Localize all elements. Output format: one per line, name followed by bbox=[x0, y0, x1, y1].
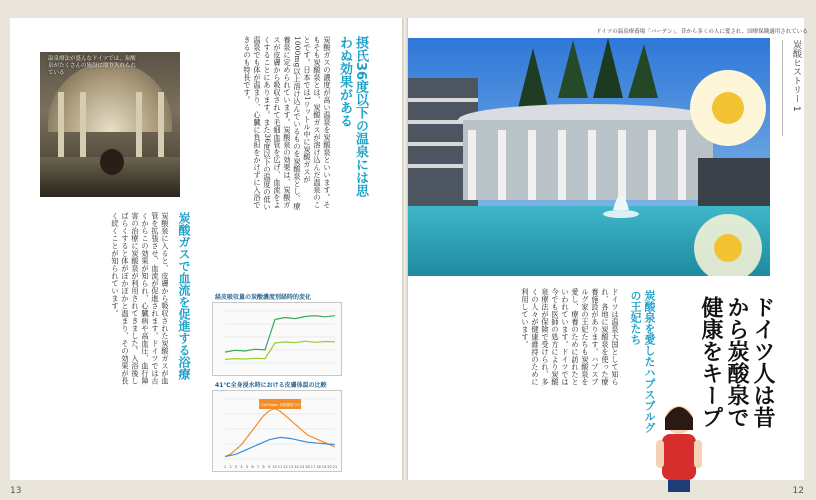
spa-photo bbox=[408, 38, 770, 276]
chart2-svg bbox=[213, 391, 341, 471]
x-tick-label: 11 bbox=[277, 465, 283, 469]
section1-body: 炭酸ガスの濃度が高い温泉を炭酸泉といいます。そもそも炭酸泉とは、炭酸ガスが溶け込んだ温泉のことです。日本では1リットル中に炭酸ガスが1000mg以上溶け込んでいるものを炭酸泉とし、療養泉に定められています。炭酸泉の効果は、炭酸ガスが皮膚から吸収されて毛細血管を広げ、血流をよくすることにあります。また36度以下の温度の低い温泉でも体が温まり、心臓に負担をかけずに入浴できるのも特長です。 bbox=[243, 36, 332, 211]
section2-heading: 炭酸ガスで血流を促進する浴療 bbox=[177, 212, 191, 380]
x-tick-label: 18 bbox=[316, 465, 321, 469]
x-tick-label: 13 bbox=[288, 465, 294, 469]
girl-illustration bbox=[648, 402, 710, 492]
article-subtitle: 炭酸泉を愛したハプスブルグの王妃たち bbox=[629, 290, 656, 433]
chart1 bbox=[212, 302, 342, 376]
chart2 bbox=[212, 390, 342, 472]
x-tick-label: 16 bbox=[305, 465, 310, 469]
bath-photo-caption: 温泉療法が盛んなドイツでは、炭酸泉がたくさんの施設に取り入れられている bbox=[48, 56, 137, 76]
article-title: ドイツ人は昔から炭酸泉で健康をキープ bbox=[698, 296, 776, 428]
series-line-orange bbox=[225, 409, 335, 457]
x-tick-label: 2 bbox=[229, 465, 232, 469]
series-line-A bbox=[225, 316, 335, 352]
chart1-title: 経皮吸収量の炭酸濃度別経時的変化 bbox=[215, 294, 312, 301]
x-tick-label: 15 bbox=[299, 465, 305, 469]
x-tick-label: 17 bbox=[310, 465, 316, 469]
x-tick-label: 6 bbox=[251, 465, 254, 469]
x-tick-label: 5 bbox=[245, 465, 249, 469]
spa-photo-caption: ドイツの温泉療養場「バーデン」。昔から多くの人に愛され、国療保険適用されている bbox=[596, 29, 808, 35]
x-tick-label: 1 bbox=[223, 465, 227, 469]
x-tick-label: 14 bbox=[294, 465, 299, 469]
annotation-label: 41℃ 1000ppm 炭酸濃度での効果 bbox=[252, 403, 308, 407]
x-tick-label: 10 bbox=[272, 465, 277, 469]
page-number-left: 13 bbox=[10, 486, 22, 496]
x-tick-label: 8 bbox=[262, 465, 265, 469]
sidebar-label: 炭酸ヒストリー 1 bbox=[782, 40, 803, 136]
x-tick-label: 12 bbox=[283, 465, 288, 469]
chart2-title: 41℃全身浸水時における皮膚体温の比較 bbox=[215, 382, 327, 389]
spa-photo-art bbox=[408, 38, 770, 276]
x-tick-label: 20 bbox=[327, 465, 332, 469]
chart1-svg bbox=[213, 303, 341, 375]
section1-heading: 摂氏36度以下の温泉には思わぬ効果がある bbox=[337, 36, 368, 198]
x-tick-label: 21 bbox=[332, 465, 338, 469]
section2-body-a: 炭酸泉に入ると、皮膚から吸収された炭酸ガスが血管を拡張させ、血流が促進されます。ドイツでは古くからこの効果が知られ、心臓病や高血圧、血行障害の治療に炭酸泉が利用されてきました。入浴後しばらくすると体がぽかぽかと温まり、その効果が長く続くことが知られています。 bbox=[111, 212, 170, 385]
section3-body: ドイツは温泉大国として知られ、各地に炭酸泉を使った療養施設があります。ハプスブルグ家の王妃たちも炭酸泉を愛し、療養のために訪れたといわれています。ドイツでは今でも医師の処方により炭酸泉療法が保険で受けられ、多くの人々が健康維持のために利用しています。 bbox=[521, 288, 620, 386]
page-number-right: 12 bbox=[792, 486, 804, 496]
x-tick-label: 4 bbox=[240, 465, 243, 469]
x-tick-label: 19 bbox=[321, 465, 327, 469]
x-tick-label: 3 bbox=[234, 465, 238, 469]
x-tick-label: 9 bbox=[267, 465, 271, 469]
x-tick-label: 7 bbox=[256, 465, 260, 469]
